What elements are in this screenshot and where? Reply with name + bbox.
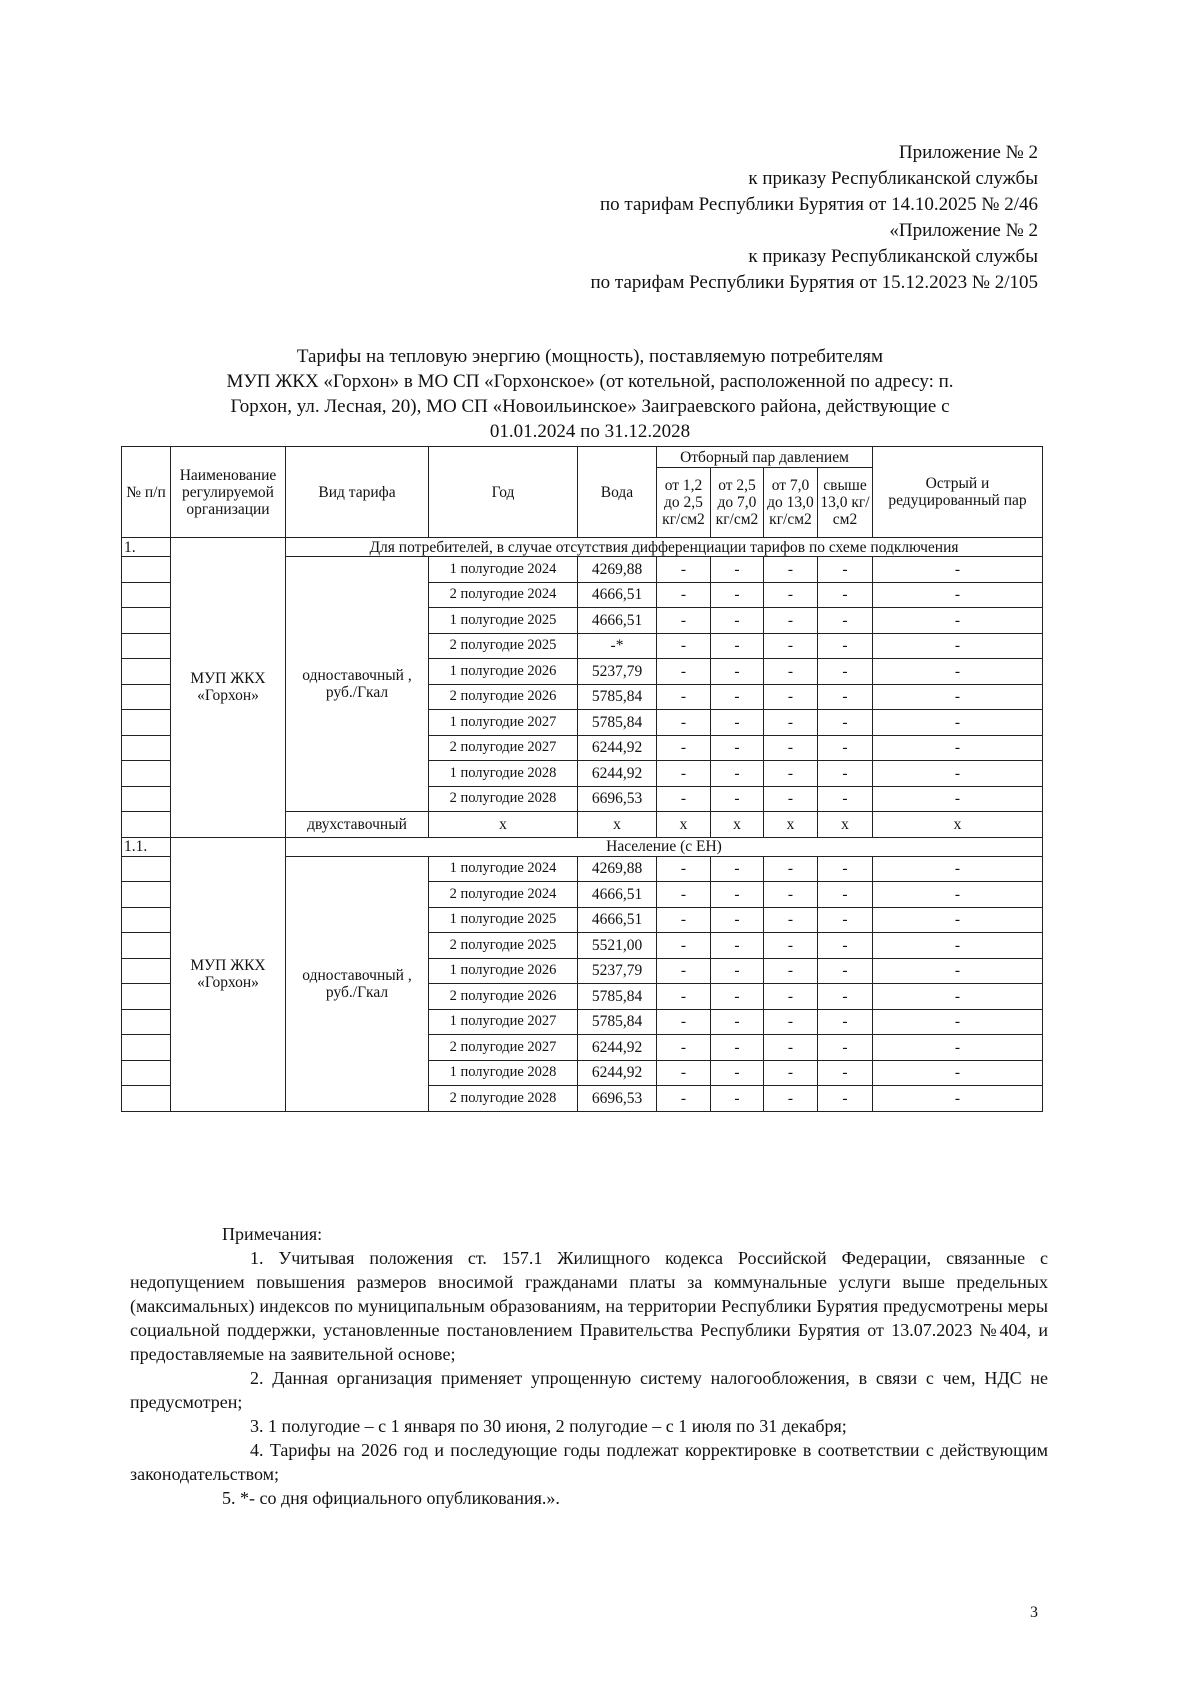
steam-tariff: - — [818, 933, 873, 959]
steam-tariff: - — [873, 633, 1043, 659]
header-line: по тарифам Республики Бурятия от 15.12.2023 № 2/105 — [590, 272, 1038, 293]
water-tariff: 5785,84 — [578, 684, 657, 710]
water-tariff: 4666,51 — [578, 582, 657, 608]
period: 2 полугодие 2028 — [429, 786, 578, 812]
row-number — [122, 1035, 171, 1061]
header-org: Наименование регулируемой организации — [171, 447, 286, 538]
title-line: Горхон, ул. Лесная, 20), МО СП «Новоильинское» Заиграевского района, действующие с — [230, 396, 950, 417]
steam-tariff: - — [764, 786, 818, 812]
period: 2 полугодие 2025 — [429, 633, 578, 659]
water-tariff: 5785,84 — [578, 984, 657, 1010]
steam-tariff: - — [657, 684, 711, 710]
steam-tariff: - — [873, 557, 1043, 583]
header-line: к приказу Республиканской службы — [748, 168, 1038, 189]
row-number — [122, 984, 171, 1010]
water-tariff: 5521,00 — [578, 933, 657, 959]
period: 1 полугодие 2024 — [429, 856, 578, 882]
steam-tariff: - — [657, 786, 711, 812]
row-number — [122, 582, 171, 608]
period: 1 полугодие 2025 — [429, 907, 578, 933]
water-tariff: 5237,79 — [578, 958, 657, 984]
appendix-header — [591, 140, 1038, 296]
steam-tariff: - — [818, 684, 873, 710]
steam-tariff: - — [764, 856, 818, 882]
row-number — [122, 1009, 171, 1035]
header-steam-4: свыше 13,0 кг/см2 — [818, 468, 873, 538]
steam-tariff: - — [818, 786, 873, 812]
steam-tariff: - — [873, 882, 1043, 908]
steam-tariff: - — [818, 958, 873, 984]
steam-tariff: - — [711, 557, 764, 583]
row-number — [122, 812, 171, 838]
steam-tariff: - — [657, 958, 711, 984]
steam-tariff: - — [711, 1035, 764, 1061]
steam-tariff: - — [764, 608, 818, 634]
steam-tariff: - — [657, 735, 711, 761]
header-num: № п/п — [122, 447, 171, 538]
steam-tariff: - — [764, 882, 818, 908]
steam-tariff: - — [711, 684, 764, 710]
organization-name: МУП ЖКХ «Горхон» — [171, 837, 286, 1111]
steam-tariff: - — [657, 1060, 711, 1086]
water-tariff: 4269,88 — [578, 856, 657, 882]
steam-tariff: - — [818, 1035, 873, 1061]
steam-tariff: - — [818, 761, 873, 787]
steam-tariff: - — [818, 1060, 873, 1086]
steam-tariff: - — [657, 710, 711, 736]
note-item: 1. Учитывая положения ст. 157.1 Жилищного кодекса Российской Федерации, связанные с недопущением повышения размеров вносимой гражданами платы за коммунальные услуги выше предельных (максимальных) индексов по муниципальным образованиям, на территории Республики Бурятия предусмотрены меры социальной поддержки, установленные постановлением Правительства Республики Бурятия от 13.07.2023 №404, и предоставляемые на заявительной основе; — [130, 1248, 1048, 1364]
steam-tariff: - — [711, 1060, 764, 1086]
steam-tariff: - — [711, 1009, 764, 1035]
document-title — [130, 344, 1050, 444]
note-item: 4. Тарифы на 2026 год и последующие годы подлежат корректировке в соответствии с действующим законодательством; — [130, 1440, 1048, 1484]
water-tariff: 5237,79 — [578, 659, 657, 685]
steam-tariff: - — [764, 684, 818, 710]
row-number — [122, 882, 171, 908]
two-rate-value: x — [764, 812, 818, 838]
steam-tariff: - — [764, 1086, 818, 1112]
steam-tariff: - — [873, 582, 1043, 608]
steam-tariff: - — [764, 907, 818, 933]
steam-tariff: - — [764, 761, 818, 787]
steam-tariff: - — [873, 659, 1043, 685]
steam-tariff: - — [711, 1086, 764, 1112]
steam-tariff: - — [818, 882, 873, 908]
steam-tariff: - — [818, 659, 873, 685]
two-rate-value: x — [818, 812, 873, 838]
header-line: по тарифам Республики Бурятия от 14.10.2025 № 2/46 — [600, 194, 1038, 215]
steam-tariff: - — [764, 659, 818, 685]
steam-tariff: - — [764, 557, 818, 583]
title-line: Тарифы на тепловую энергию (мощность), поставляемую потребителям — [296, 346, 884, 367]
steam-tariff: - — [818, 907, 873, 933]
water-tariff: 6244,92 — [578, 761, 657, 787]
notes-heading: Примечания: — [222, 1224, 323, 1244]
steam-tariff: - — [657, 984, 711, 1010]
header-line: к приказу Республиканской службы — [748, 246, 1038, 267]
steam-tariff: - — [764, 1060, 818, 1086]
steam-tariff: - — [764, 710, 818, 736]
steam-tariff: - — [818, 984, 873, 1010]
steam-tariff: - — [764, 582, 818, 608]
steam-tariff: - — [818, 557, 873, 583]
steam-tariff: - — [711, 633, 764, 659]
steam-tariff: - — [818, 735, 873, 761]
water-tariff: 6244,92 — [578, 735, 657, 761]
water-tariff: 6696,53 — [578, 786, 657, 812]
steam-tariff: - — [657, 608, 711, 634]
section-title: Население (с ЕН) — [286, 837, 1043, 856]
period: 2 полугодие 2026 — [429, 684, 578, 710]
section-row — [122, 538, 1043, 557]
row-number — [122, 933, 171, 959]
steam-tariff: - — [818, 1086, 873, 1112]
water-tariff: 6696,53 — [578, 1086, 657, 1112]
steam-tariff: - — [764, 633, 818, 659]
row-number — [122, 907, 171, 933]
steam-tariff: - — [873, 1060, 1043, 1086]
steam-tariff: - — [764, 1035, 818, 1061]
steam-tariff: - — [818, 633, 873, 659]
header-year: Год — [429, 447, 578, 538]
two-rate-value: x — [429, 812, 578, 838]
steam-tariff: - — [873, 710, 1043, 736]
steam-tariff: - — [711, 710, 764, 736]
steam-tariff: - — [657, 1086, 711, 1112]
header-type: Вид тарифа — [286, 447, 429, 538]
steam-tariff: - — [873, 856, 1043, 882]
steam-tariff: - — [657, 907, 711, 933]
steam-tariff: - — [657, 557, 711, 583]
steam-tariff: - — [818, 608, 873, 634]
steam-tariff: - — [873, 786, 1043, 812]
section-row — [122, 837, 1043, 856]
steam-tariff: - — [711, 582, 764, 608]
water-tariff: 4666,51 — [578, 882, 657, 908]
tariff-table — [121, 446, 1043, 1112]
steam-tariff: - — [711, 984, 764, 1010]
period: 1 полугодие 2025 — [429, 608, 578, 634]
header-water: Вода — [578, 447, 657, 538]
tariff-type: одноставочный , руб./Гкал — [286, 856, 429, 1111]
row-number — [122, 856, 171, 882]
period: 2 полугодие 2024 — [429, 582, 578, 608]
steam-tariff: - — [711, 907, 764, 933]
steam-tariff: - — [818, 856, 873, 882]
row-number — [122, 1060, 171, 1086]
steam-tariff: - — [657, 882, 711, 908]
steam-tariff: - — [818, 1009, 873, 1035]
steam-tariff: - — [711, 933, 764, 959]
header-steam-3: от 7,0 до 13,0 кг/см2 — [764, 468, 818, 538]
steam-tariff: - — [873, 1086, 1043, 1112]
steam-tariff: - — [873, 684, 1043, 710]
period: 1 полугодие 2026 — [429, 659, 578, 685]
steam-tariff: - — [873, 907, 1043, 933]
period: 1 полугодие 2026 — [429, 958, 578, 984]
steam-tariff: - — [657, 633, 711, 659]
period: 2 полугодие 2027 — [429, 1035, 578, 1061]
row-number — [122, 1086, 171, 1112]
water-tariff: 5785,84 — [578, 710, 657, 736]
water-tariff: 4666,51 — [578, 608, 657, 634]
row-number — [122, 633, 171, 659]
period: 2 полугодие 2028 — [429, 1086, 578, 1112]
header-line: Приложение № 2 — [898, 142, 1038, 163]
steam-tariff: - — [657, 1009, 711, 1035]
period: 2 полугодие 2024 — [429, 882, 578, 908]
steam-tariff: - — [764, 1009, 818, 1035]
row-number — [122, 608, 171, 634]
steam-tariff: - — [711, 856, 764, 882]
steam-tariff: - — [873, 984, 1043, 1010]
steam-tariff: - — [711, 761, 764, 787]
tariff-type: двухставочный — [286, 812, 429, 838]
steam-tariff: - — [873, 933, 1043, 959]
period: 1 полугодие 2027 — [429, 710, 578, 736]
page-number: 3 — [1030, 1604, 1038, 1621]
steam-tariff: - — [657, 1035, 711, 1061]
water-tariff: -* — [578, 633, 657, 659]
steam-tariff: - — [711, 608, 764, 634]
steam-tariff: - — [764, 735, 818, 761]
steam-tariff: - — [818, 582, 873, 608]
header-line: «Приложение № 2 — [889, 220, 1038, 241]
steam-tariff: - — [711, 882, 764, 908]
row-number — [122, 557, 171, 583]
note-item: 5. *- со дня официального опубликования.». — [222, 1488, 560, 1508]
water-tariff: 5785,84 — [578, 1009, 657, 1035]
steam-tariff: - — [764, 984, 818, 1010]
two-rate-value: x — [578, 812, 657, 838]
header-sharp-steam: Острый и редуцированный пар — [873, 447, 1043, 538]
row-number — [122, 684, 171, 710]
row-number — [122, 786, 171, 812]
tariff-type: одноставочный , руб./Гкал — [286, 557, 429, 812]
two-rate-value: x — [873, 812, 1043, 838]
row-number — [122, 735, 171, 761]
period: 1 полугодие 2028 — [429, 1060, 578, 1086]
steam-tariff: - — [764, 958, 818, 984]
header-steam-2: от 2,5 до 7,0 кг/см2 — [711, 468, 764, 538]
section-number: 1.1. — [122, 837, 171, 856]
two-rate-value: x — [711, 812, 764, 838]
period: 2 полугодие 2027 — [429, 735, 578, 761]
period: 2 полугодие 2025 — [429, 933, 578, 959]
row-number — [122, 761, 171, 787]
title-line: 01.01.2024 по 31.12.2028 — [489, 421, 691, 442]
steam-tariff: - — [711, 659, 764, 685]
period: 1 полугодие 2024 — [429, 557, 578, 583]
steam-tariff: - — [711, 786, 764, 812]
row-number — [122, 958, 171, 984]
note-item: 3. 1 полугодие – с 1 января по 30 июня, 2 полугодие – с 1 июля по 31 декабря; — [250, 1416, 847, 1436]
water-tariff: 4269,88 — [578, 557, 657, 583]
steam-tariff: - — [764, 933, 818, 959]
section-number: 1. — [122, 538, 171, 557]
steam-tariff: - — [873, 1009, 1043, 1035]
period: 1 полугодие 2027 — [429, 1009, 578, 1035]
steam-tariff: - — [711, 958, 764, 984]
section-title: Для потребителей, в случае отсутствия дифференциации тарифов по схеме подключения — [286, 538, 1043, 557]
water-tariff: 4666,51 — [578, 907, 657, 933]
steam-tariff: - — [873, 608, 1043, 634]
notes — [130, 1222, 1048, 1510]
steam-tariff: - — [657, 761, 711, 787]
header-steam-1: от 1,2 до 2,5 кг/см2 — [657, 468, 711, 538]
steam-tariff: - — [873, 735, 1043, 761]
steam-tariff: - — [873, 1035, 1043, 1061]
steam-tariff: - — [873, 958, 1043, 984]
steam-tariff: - — [873, 761, 1043, 787]
steam-tariff: - — [657, 659, 711, 685]
steam-tariff: - — [657, 933, 711, 959]
period: 2 полугодие 2026 — [429, 984, 578, 1010]
row-number — [122, 659, 171, 685]
water-tariff: 6244,92 — [578, 1060, 657, 1086]
steam-tariff: - — [711, 735, 764, 761]
header-steam-group: Отборный пар давлением — [657, 447, 873, 468]
title-line: МУП ЖКХ «Горхон» в МО СП «Горхонское» (от котельной, расположенной по адресу: п. — [226, 371, 954, 392]
water-tariff: 6244,92 — [578, 1035, 657, 1061]
steam-tariff: - — [818, 710, 873, 736]
organization-name: МУП ЖКХ «Горхон» — [171, 538, 286, 838]
steam-tariff: - — [657, 856, 711, 882]
two-rate-value: x — [657, 812, 711, 838]
row-number — [122, 710, 171, 736]
period: 1 полугодие 2028 — [429, 761, 578, 787]
note-item: 2. Данная организация применяет упрощенную систему налогообложения, в связи с чем, НДС не предусмотрен; — [130, 1368, 1048, 1412]
steam-tariff: - — [657, 582, 711, 608]
